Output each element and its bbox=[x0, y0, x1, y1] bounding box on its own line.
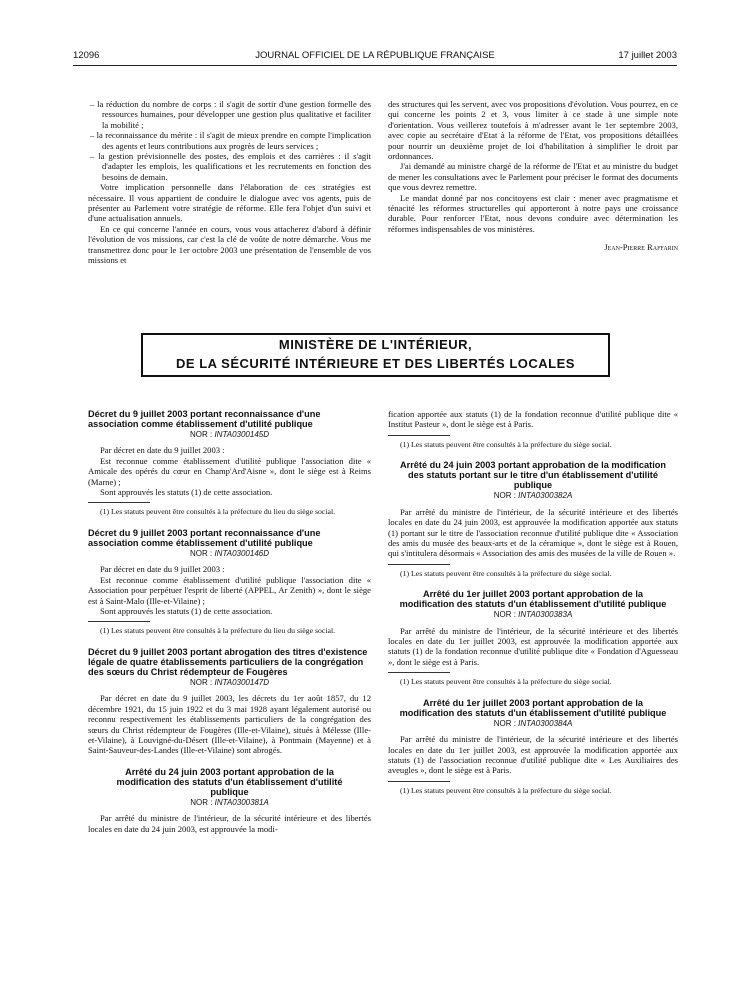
footnote: (1) Les statuts peuvent être consultés à la préfecture du siège social. bbox=[400, 439, 612, 449]
paragraph: Par arrêté du ministre de l'intérieur, de la sécurité intérieure et des libertés locales en date du 24 juin 2003, est approuvée la modification apportée aux statuts (1) portant sur le titre de l'association reconnue d'utilité publique dite « Association des amis du musée des beaux-arts et de la céramique », dont le siège est à Rouen, qui s'intitulera désormais « Association des amis des musées de la ville de Rouen ». bbox=[388, 506, 678, 559]
paragraph: des structures qui les servent, avec vos propositions d'évolution. Vous pourrez, en ce qui concerne les points 2 et 3, vous limiter à ce stade à une simple note d'orientation. Vous veillerez toutefois à m'adresser avant le 1er septembre 2003, avec copie au secrétaire d'Etat à la réforme de l'Etat, vos propositions détaillées pour nourrir un deuxième projet de loi d'habilitation à simplifier le droit par ordonnances. bbox=[388, 99, 678, 162]
paragraph: Est reconnue comme établissement d'utilité publique l'association dite « Association pour perpétuer l'esprit de liberté (APPEL, Ar Zenith) », dont le siège est à Saint-Malo (Ille-et-Vilaine) ; bbox=[88, 574, 371, 606]
nor-reference: NOR : INTA0300384A bbox=[493, 718, 573, 728]
footnote: (1) Les statuts peuvent être consultés à la préfecture du lieu du siège social. bbox=[100, 507, 336, 517]
footnote: (1) Les statuts peuvent être consultés à la préfecture du lieu du siège social. bbox=[100, 626, 336, 636]
order-title: Arrêté du 24 juin 2003 portant approbation de la modification des statuts d'un établissement d'utilité publique bbox=[116, 766, 343, 797]
order-383 bbox=[388, 589, 678, 687]
page-number: 12096 bbox=[73, 50, 100, 61]
signature: Jean-Pierre Raffarin bbox=[604, 242, 678, 253]
nor-reference: NOR : INTA0300382A bbox=[493, 491, 573, 501]
order-381 bbox=[88, 767, 371, 834]
decree-title: Décret du 9 juillet 2003 portant reconnaissance d'une association comme établissement d'utilité publique bbox=[88, 527, 321, 548]
paragraph: fication apportée aux statuts (1) de la fondation reconnue d'utilité publique dite « Institut Pasteur », dont le siège est à Paris. bbox=[388, 409, 678, 430]
footnote: (1) Les statuts peuvent être consultés à la préfecture du siège social. bbox=[400, 677, 612, 687]
paragraph: Par arrêté du ministre de l'intérieur, de la sécurité intérieure et des libertés locales en date du 24 juin 2003, est approuvée la modi- bbox=[88, 813, 371, 834]
left-column bbox=[88, 409, 371, 834]
nor-reference: NOR : INTA0300146D bbox=[189, 548, 269, 558]
nor-reference: NOR : INTA0300383A bbox=[493, 610, 573, 620]
order-384 bbox=[388, 698, 678, 796]
order-382 bbox=[388, 460, 678, 578]
right-column bbox=[388, 409, 678, 795]
paragraph: Par arrêté du ministre de l'intérieur, de la sécurité intérieure et des libertés locales en date du 1er juillet 2003, est approuvée la modification apportée aux statuts (1) de l'association reconnue d'utilité publique dite « Les Auxiliaires des aveugles », dont le siège est à Paris. bbox=[388, 734, 678, 776]
footnote-separator bbox=[388, 435, 450, 436]
footnote-separator bbox=[88, 621, 150, 622]
page-header bbox=[73, 50, 677, 64]
list-item: – la reconnaissance du mérite : il s'agit de mieux prendre en compte l'implication des agents et leurs contributions aux progrès de leurs services ; bbox=[90, 130, 371, 151]
paragraph: Votre implication personnelle dans l'élaboration de ces stratégies est nécessaire. Il vous appartient de conduire le dialogue avec vos agents, puis de présenter au Parlement votre stratégie de réforme. Elle fera l'objet d'un suivi et d'une actualisation annuels. bbox=[88, 182, 371, 224]
decree-147 bbox=[88, 647, 371, 756]
footnote: (1) Les statuts peuvent être consultés à la préfecture du siège social. bbox=[400, 785, 612, 795]
order-title: Arrêté du 1er juillet 2003 portant approbation de la modification des statuts d'un établissement d'utilité publique bbox=[399, 589, 667, 610]
decree-145 bbox=[88, 409, 371, 517]
header-rule bbox=[73, 65, 677, 66]
paragraph: Sont approuvés les statuts (1) de cette association. bbox=[100, 487, 273, 498]
footnote: (1) Les statuts peuvent être consultés à la préfecture du siège social. bbox=[400, 568, 612, 578]
paragraph: Par décret en date du 9 juillet 2003 : bbox=[100, 564, 225, 575]
issue-date: 17 juillet 2003 bbox=[618, 50, 677, 61]
ministry-line-1: MINISTÈRE DE L'INTÉRIEUR, bbox=[278, 337, 473, 352]
footnote-separator bbox=[388, 781, 450, 782]
order-title: Arrêté du 1er juillet 2003 portant approbation de la modification des statuts d'un établissement d'utilité publique bbox=[399, 697, 667, 718]
decree-title: Décret du 9 juillet 2003 portant abrogation des titres d'existence légale de quatre établissements particuliers de la congrégation des sœurs du Christ rédempteur de Fougères bbox=[88, 646, 368, 677]
footnote-separator bbox=[388, 564, 450, 565]
paragraph: Par arrêté du ministre de l'intérieur, de la sécurité intérieure et des libertés locales en date du 1er juillet 2003, est approuvée la modification apportée aux statuts (1) de la fondation reconnue d'utilité publique dite « Fondation d'Aguesseau », dont le siège est à Paris. bbox=[388, 625, 678, 667]
journal-title: JOURNAL OFFICIEL DE LA RÉPUBLIQUE FRANÇAISE bbox=[255, 50, 495, 61]
ministry-line-2: DE LA SÉCURITÉ INTÉRIEURE ET DES LIBERTÉS LOCALES bbox=[176, 356, 575, 371]
decree-title: Décret du 9 juillet 2003 portant reconnaissance d'une association comme établissement d'utilité publique bbox=[88, 409, 321, 429]
paragraph: Par décret en date du 9 juillet 2003, les décrets du 1er août 1857, du 12 décembre 1921, du 15 juin 1922 et du 3 mai 1928 ayant légalement autorisé ou reconnu respectivement les établissements particuliers de la congrégation des sœurs du Christ rédempteur de Fougères (Ille-et-Vilaine), situés à Mélesse (Ille-et-Vilaine), à Louvigné-du-Désert (Ille-et-Vilaine), à Pontmain (Mayenne) et à Saint-Sauveur-des-Landes (Ille-et-Vilaine) sont abrogés. bbox=[88, 693, 371, 756]
paragraph: Est reconnue comme établissement d'utilité publique l'association dite « Amicale des opérés du cœur en Champ'Ard'Aisne », dont le siège est à Reims (Marne) ; bbox=[88, 455, 371, 487]
paragraph: Sont approuvés les statuts (1) de cette association. bbox=[100, 605, 273, 616]
letter-right-column bbox=[388, 99, 678, 253]
paragraph: En ce qui concerne l'année en cours, vous vous attacherez d'abord à définir l'évolution de vos missions, car c'est la clé de voûte de notre démarche. Vous me transmettrez donc pour le 1er octobre 2003 une présentation de l'ensemble de vos missions et bbox=[88, 223, 371, 266]
footnote-separator bbox=[388, 672, 450, 673]
nor-reference: NOR : INTA0300381A bbox=[190, 797, 269, 807]
decree-146 bbox=[88, 528, 371, 636]
order-title: Arrêté du 24 juin 2003 portant approbation de la modification des statuts portant sur le titre d'un établissement d'utilité publique bbox=[400, 460, 666, 491]
list-item: – la réduction du nombre de corps : il s'agit de sortir d'une gestion formelle des ressources humaines, pour développer une gestion plus qualitative et faciliter la mobilité ; bbox=[90, 99, 371, 130]
nor-reference: NOR : INTA0300147D bbox=[189, 677, 269, 687]
paragraph: Par décret en date du 9 juillet 2003 : bbox=[100, 445, 225, 456]
footnote-separator bbox=[88, 502, 150, 503]
ministry-heading bbox=[141, 333, 610, 377]
paragraph: Le mandat donné par nos concitoyens est clair : mener avec pragmatisme et ténacité les réformes structurelles qui apporteront à notre pays une croissance durable. Pour renforcer l'Etat, nous devons conduire avec détermination les réformes indispensables de vos ministères. bbox=[388, 192, 678, 234]
paragraph: J'ai demandé au ministre chargé de la réforme de l'Etat et au ministre du budget de mener les consultations avec le Parlement pour préciser le format des documents que vous devrez remettre. bbox=[388, 161, 678, 193]
nor-reference: NOR : INTA0300145D bbox=[189, 430, 269, 439]
list-item: – la gestion prévisionnelle des postes, des emplois et des carrières : il s'agit d'adapter les emplois, les qualifications et les recrutements en fonction des besoins de demain. bbox=[90, 151, 371, 182]
letter-left-column bbox=[88, 99, 371, 266]
